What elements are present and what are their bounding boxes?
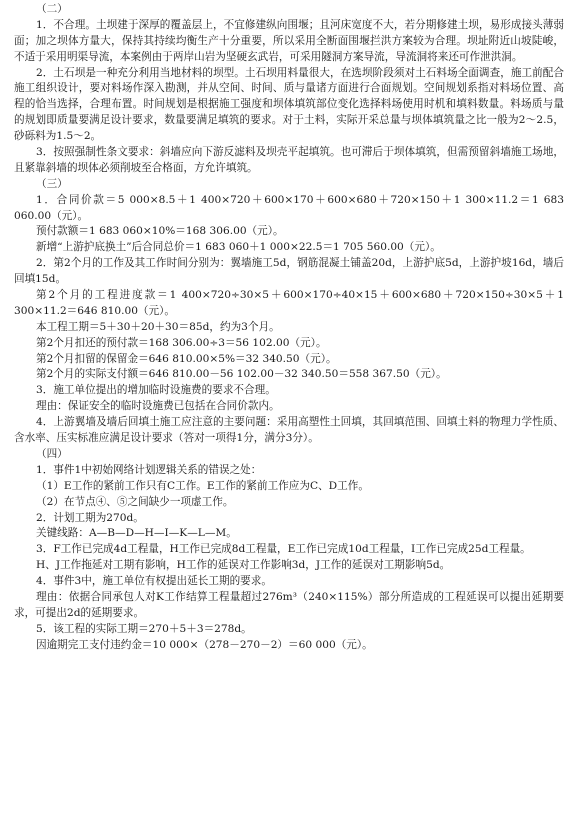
paragraph: 第2个月的实际支付额＝646 810.00－56 102.00－32 340.50＝558 367.50（元）。	[36, 368, 447, 381]
paragraph: 2．第2个月的工作及其工作时间分别为：翼墙施工5d，钢筋混凝土铺盖20d，上游护底5d，上游护坡16d，墙后回填15d。	[14, 257, 564, 286]
paragraph: 1．不合理。土坝建于深厚的覆盖层上，不宜修建纵向围堰；且河床宽度不大，若分期修建土坝，易形成接头薄弱面；加之坝体方量大，保持其持续均衡生产十分重要，所以采用全断面围堰拦洪方案较为合理。坝址附近山坡陡峻，不适于采用明渠导流，本案例由于两岸山岩为坚硬玄武岩，可采用隧洞方案导流，导流洞将来还可作泄洪洞。	[14, 18, 564, 63]
paragraph: 关键线路：A—B—D—H—I—K—L—M。	[36, 527, 237, 540]
paragraph: （1）E工作的紧前工作只有C工作。E工作的紧前工作应为C、D工作。	[36, 479, 369, 492]
paragraph: H、J工作拖延对工期有影响，H工作的延误对工作影响3d，J工作的延误对工期影响5d。	[36, 559, 451, 572]
paragraph: 新增“上游护底换土”后合同总价＝1 683 060＋1 000×22.5＝1 705 560.00（元）。	[36, 241, 441, 254]
paragraph: 4．事件3中，施工单位有权提出延长工期的要求。	[36, 575, 272, 588]
paragraph: 本工程工期＝5＋30＋20＋30＝85d，约为3个月。	[36, 320, 280, 333]
paragraph: 2．土石坝是一种充分利用当地材料的坝型。土石坝用料量很大，在选坝阶段须对土石料场全面调查，施工前配合施工组织设计，要对料场作深入勘测，并从空间、时间、质与量诸方面进行合面规划。空间规划系指对料场位置、高程的恰当选择，合理布置。时间规划是根据施工强度和坝体填筑部位变化选择料场使用时机和填料数量。料场质与量的规划即质量要满足设计要求，数量要满足填筑的要求。对于土料，实际开采总量与坝体填筑量之比一般为2～2.5，砂砾料为1.5～2。	[14, 66, 564, 143]
section-heading-3: （三）	[36, 177, 68, 190]
paragraph: 第2个月扣还的预付款＝168 306.00÷3＝56 102.00（元）。	[36, 336, 327, 349]
paragraph: 预付款额＝1 683 060×10%＝168 306.00（元）。	[36, 225, 284, 238]
section-heading-2: （二）	[36, 3, 68, 15]
paragraph: 4．上游翼墙及墙后回填土施工应注意的主要问题：采用高塑性土回填，其回填范围、回填土料的物理力学性质、含水率、压实标准应满足设计要求（答对一项得1分，满分3分）。	[14, 416, 564, 445]
paragraph: 第2个月扣留的保留金＝646 810.00×5%＝32 340.50（元）。	[36, 352, 337, 365]
paragraph: 理由：保证安全的临时设施费已包括在合同价款内。	[36, 400, 280, 413]
paragraph: 1．合同价款＝5 000×8.5＋1 400×720＋600×170＋600×680＋720×150＋1 300×11.2＝1 683 060.00（元）。	[14, 193, 564, 222]
section-heading-4: （四）	[36, 447, 68, 460]
paragraph: 因逾期完工支付违约金＝10 000×（278－270－2）＝60 000（元）。	[36, 638, 373, 651]
section-3-body	[14, 193, 564, 447]
paragraph: 3．F工作已完成4d工程量，H工作已完成8d工程量，E工作已完成10d工程量，I工作已完成25d工程量。	[36, 543, 531, 556]
section-2-body	[14, 18, 564, 177]
paragraph: 3．施工单位提出的增加临时设施费的要求不合理。	[36, 384, 276, 397]
paragraph: 第2个月的工程进度款＝1 400×720÷30×5＋600×170÷40×15＋600×680＋720×150÷30×5＋1 300×11.2＝646 810.00（元）。	[14, 289, 564, 317]
paragraph: 1．事件1中初始网络计划逻辑关系的错误之处：	[36, 463, 262, 476]
section-4-body	[14, 463, 564, 654]
paragraph: （2）在节点④、⑤之间缺少一项虚工作。	[36, 495, 234, 508]
paragraph: 5．该工程的实际工期＝270＋5＋3＝278d。	[36, 622, 252, 635]
paragraph: 理由：依据合同承包人对K工作结算工程量超过276m³（240×115%）部分所造成的工程延误可以提出延期要求，可提出2d的延期要求。	[14, 590, 564, 619]
paragraph: 2．计划工期为270d。	[36, 511, 144, 524]
paragraph: 3．按照强制性条文要求：斜墙应向下游反滤料及坝壳平起填筑。也可滞后于坝体填筑，但需预留斜墙施工场地，且紧靠斜墙的坝体必须削坡至合格面，方允许填筑。	[14, 146, 564, 174]
